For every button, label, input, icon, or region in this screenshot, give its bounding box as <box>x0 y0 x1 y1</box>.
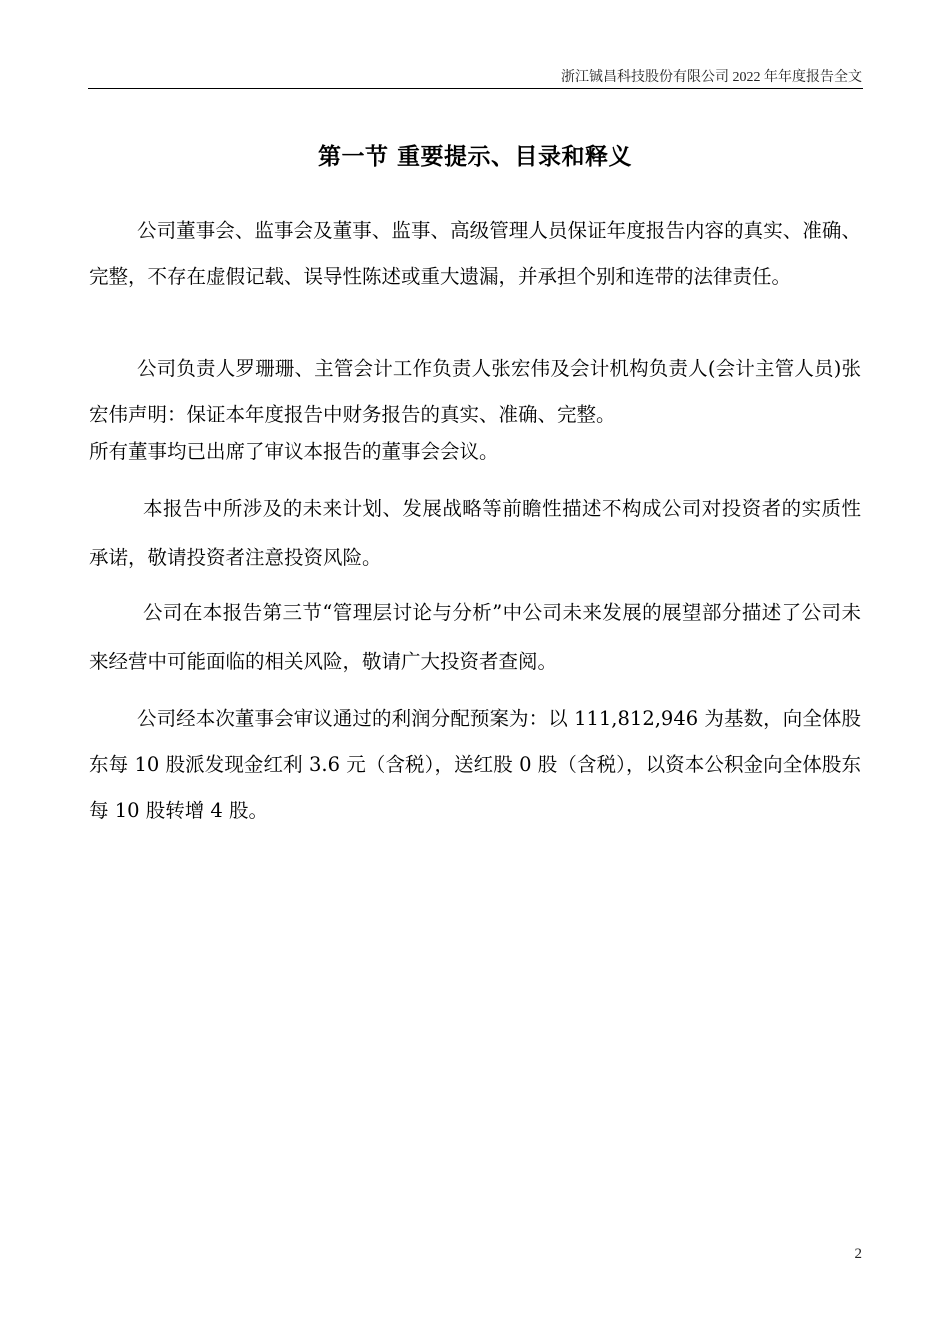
paragraph-board-guarantee: 公司董事会、监事会及董事、监事、高级管理人员保证年度报告内容的真实、准确、完整，不存在虚假记载、误导性陈述或重大遗漏，并承担个别和连带的法律责任。 <box>89 219 861 288</box>
report-header-title: 浙江铖昌科技股份有限公司 2022 年年度报告全文 <box>561 70 862 85</box>
paragraph-responsible-persons: 公司负责人罗珊珊、主管会计工作负责人张宏伟及会计机构负责人(会计主管人员)张宏伟声明：保证本年度报告中财务报告的真实、准确、完整。 <box>89 357 861 426</box>
paragraph-directors-attendance: 所有董事均已出席了审议本报告的董事会会议。 <box>89 440 499 463</box>
page-number: 2 <box>854 1246 862 1262</box>
header-divider <box>88 88 863 89</box>
paragraph-profit-distribution: 公司经本次董事会审议通过的利润分配预案为：以 111,812,946 为基数，向全体股东每 10 股派发现金红利 3.6 元（含税），送红股 0 股（含税），以资本公积金向全体股东每 10 股转增 4 股。 <box>89 707 861 822</box>
paragraph-forward-looking: 本报告中所涉及的未来计划、发展战略等前瞻性描述不构成公司对投资者的实质性承诺，敬请投资者注意投资风险。 <box>89 497 861 569</box>
section-title: 第一节 重要提示、目录和释义 <box>317 143 632 170</box>
paragraph-risk-notice: 公司在本报告第三节“管理层讨论与分析”中公司未来发展的展望部分描述了公司未来经营中可能面临的相关风险，敬请广大投资者查阅。 <box>89 601 861 673</box>
